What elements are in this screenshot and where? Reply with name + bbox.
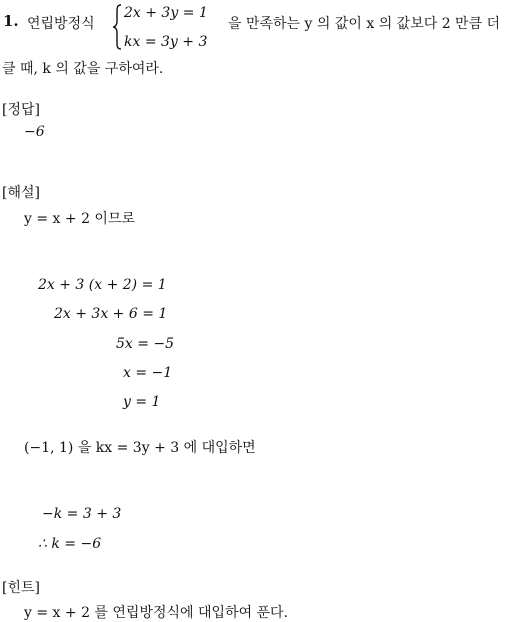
solution-intro: y = x + 2 이므로 <box>24 211 135 227</box>
hint-text: y = x + 2 를 연립방정식에 대입하여 푼다. <box>24 605 289 621</box>
solution-step: −k = 3 + 3 <box>42 506 122 522</box>
solution-conclusion: ∴ k = −6 <box>38 536 102 552</box>
problem-text-line-1: 을 만족하는 y 의 값이 x 의 값보다 2 만큼 더 <box>228 16 501 32</box>
solution-step: 5x = −5 <box>116 336 175 352</box>
system-equation-2: kx = 3y + 3 <box>124 34 208 50</box>
solution-step: 2x + 3 (x + 2) = 1 <box>38 277 167 293</box>
answer-label: [정답] <box>2 102 40 118</box>
answer-value: −6 <box>24 124 45 140</box>
solution-label: [해설] <box>2 185 40 201</box>
problem-lead: 연립방정식 <box>27 16 95 32</box>
hint-label: [힌트] <box>2 580 40 596</box>
problem-number: 1. <box>3 12 19 30</box>
solution-step: y = 1 <box>123 394 161 410</box>
system-brace <box>112 4 122 50</box>
solution-substitute: (−1, 1) 을 kx = 3y + 3 에 대입하면 <box>24 440 256 456</box>
system-equation-1: 2x + 3y = 1 <box>124 5 208 21</box>
solution-step: x = −1 <box>123 365 173 381</box>
solution-step: 2x + 3x + 6 = 1 <box>54 306 168 322</box>
problem-text-line-2: 클 때, k 의 값을 구하여라. <box>2 61 164 77</box>
